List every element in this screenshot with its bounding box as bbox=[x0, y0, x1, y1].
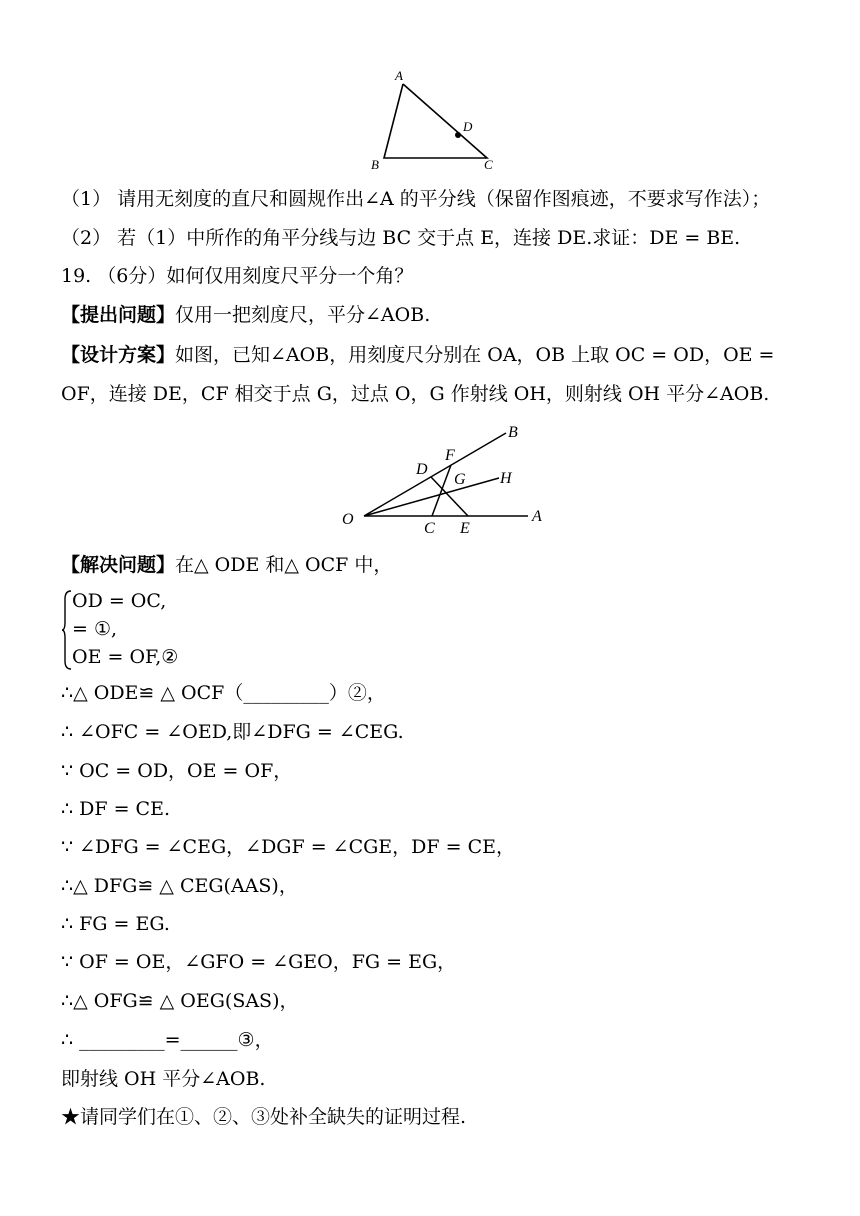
proof-line: ∴ _________=______③， bbox=[61, 1029, 274, 1051]
design-label: 【设计方案】 bbox=[61, 344, 176, 366]
label-h: H bbox=[500, 470, 512, 487]
proof-line: ∴△ DFG≌ △ CEG(AAS)， bbox=[61, 875, 298, 897]
system-line-3: OE = OF,② bbox=[72, 646, 179, 668]
design-text-line-2: OF，连接 DE，CF 相交于点 G，过点 O，G 作射线 OH，则射线 OH 平分∠AOB. bbox=[61, 383, 770, 405]
ask-label: 【提出问题】 bbox=[61, 304, 176, 326]
solve-text: 在△ ODE 和△ OCF 中， bbox=[175, 554, 393, 576]
ray-ob bbox=[364, 433, 506, 516]
label-f: F bbox=[445, 447, 455, 464]
question-19-title: 19. （6分）如何仅用刻度尺平分一个角？ bbox=[61, 265, 414, 287]
system-line-1: OD = OC, bbox=[72, 590, 167, 612]
label-a: A bbox=[395, 68, 403, 83]
ray-oh bbox=[364, 478, 499, 516]
label-e: E bbox=[460, 520, 470, 537]
equation-system bbox=[61, 589, 201, 671]
proof-line: ∴△ ODE≌ △ OCF（_________）②， bbox=[61, 682, 386, 704]
label-d: D bbox=[463, 119, 473, 134]
label-d: D bbox=[416, 461, 428, 478]
label-b: B bbox=[371, 157, 379, 172]
segment-cf bbox=[432, 465, 451, 516]
task-instruction: ★请同学们在①、②、③处补全缺失的证明过程. bbox=[61, 1106, 467, 1128]
solve-section bbox=[61, 553, 392, 577]
ask-text: 仅用一把刻度尺，平分∠AOB. bbox=[175, 304, 431, 326]
design-text-line-1: 如图，已知∠AOB，用刻度尺分别在 OA，OB 上取 OC = OD，OE = bbox=[175, 344, 775, 366]
label-g: G bbox=[454, 471, 466, 488]
solve-label: 【解决问题】 bbox=[61, 554, 176, 576]
label-c: C bbox=[424, 520, 435, 537]
design-section bbox=[61, 343, 774, 367]
label-b: B bbox=[508, 424, 518, 441]
point-d bbox=[455, 132, 461, 138]
ask-section bbox=[61, 303, 430, 327]
proof-line: ∴△ OFG≌ △ OEG(SAS)， bbox=[61, 990, 299, 1012]
label-c: C bbox=[484, 157, 493, 172]
proof-line: ∴ ∠OFC = ∠OED,即∠DFG = ∠CEG. bbox=[61, 721, 404, 743]
proof-line: 即射线 OH 平分∠AOB. bbox=[61, 1068, 266, 1090]
proof-line: ∴ FG = EG. bbox=[61, 913, 170, 935]
proof-line: ∵ OF = OE，∠GFO = ∠GEO，FG = EG， bbox=[61, 951, 457, 973]
label-o: O bbox=[342, 511, 354, 528]
proof-line: ∵ ∠DFG = ∠CEG，∠DGF = ∠CGE，DF = CE， bbox=[61, 836, 515, 858]
question-18-part-2: （2） 若（1）中所作的角平分线与边 BC 交于点 E，连接 DE.求证：DE = BE. bbox=[61, 227, 741, 249]
proof-line: ∵ OC = OD，OE = OF， bbox=[61, 760, 293, 782]
angle-bisector-figure bbox=[336, 420, 556, 540]
proof-line: ∴ DF = CE. bbox=[61, 798, 170, 820]
triangle-figure bbox=[360, 62, 510, 174]
system-line-2: = ①, bbox=[72, 618, 118, 640]
label-a: A bbox=[532, 508, 542, 525]
question-18-part-1: （1） 请用无刻度的直尺和圆规作出∠A 的平分线（保留作图痕迹，不要求写作法）； bbox=[61, 188, 771, 210]
